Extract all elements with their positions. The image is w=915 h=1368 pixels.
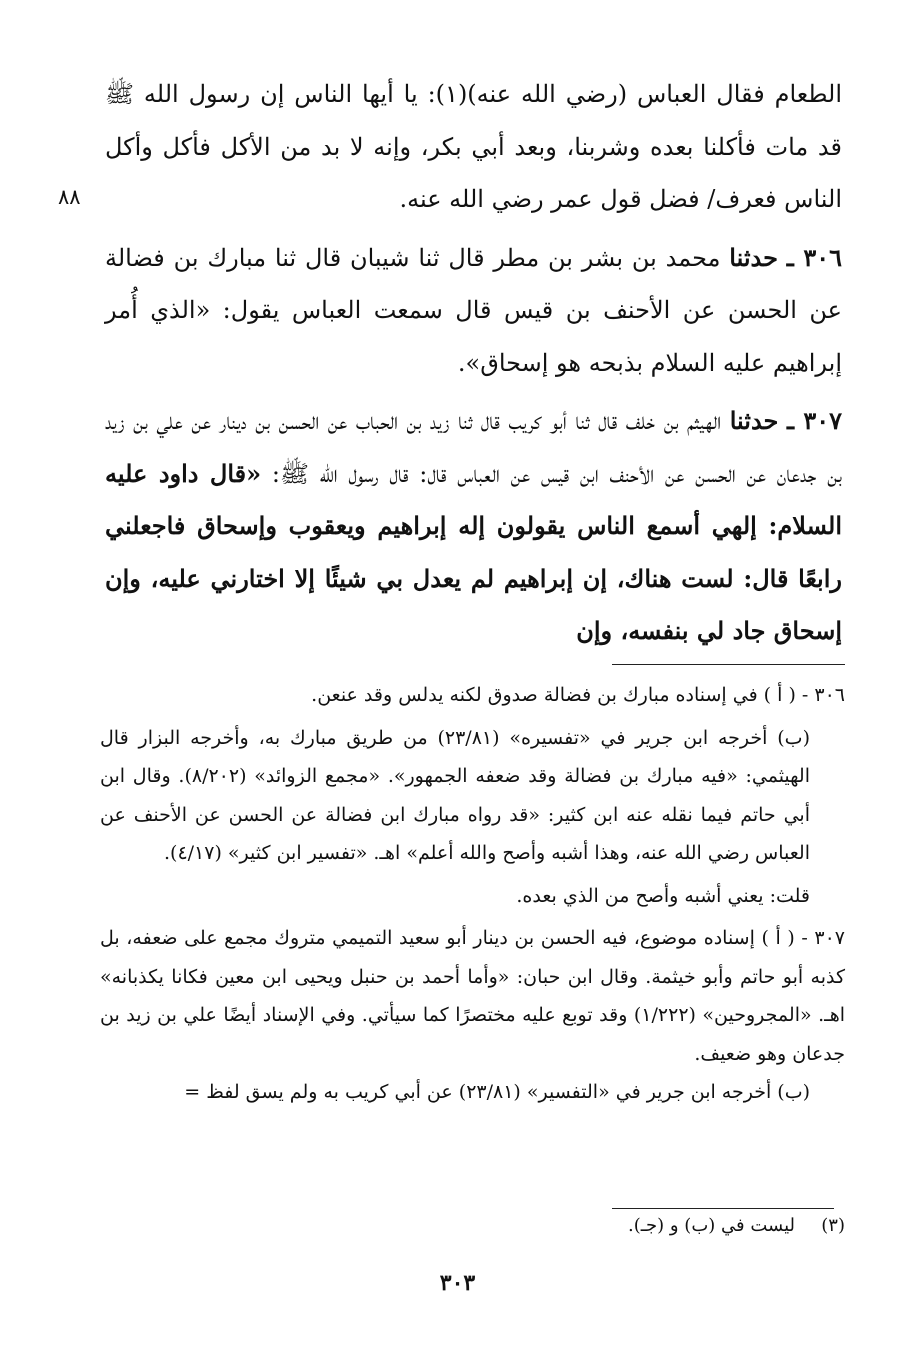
hadith-306 [105, 232, 842, 390]
footnote-number: (٣) [821, 1215, 845, 1236]
hadith-306-number: ٣٠٦ ـ [786, 242, 843, 272]
hadith-307-text: الهيثم بن خلف قال ثنا أبو كريب قال ثنا زيد بن الحباب عن الحسن بن دينار عن علي بن زيد بن جدعان عن الحسن عن الأحنف ابن قيس عن العباس قال: قال رسول الله ﷺ: [105, 407, 842, 488]
note-307a: ٣٠٧ - ( أ ) إسناده موضوع، فيه الحسن بن دينار أبو سعيد التميمي متروك مجمع على ضعفه، بل كذبه أبو حاتم وأبو خيثمة. وقال ابن حبان: «وأما أحمد بن حنبل ويحيى ابن معين فكانا يكذبانه» اهـ. «المجروحين» (١/٢٢٢) وقد توبع عليه مختصرًا كما سيأتي. وفي الإسناد أيضًا علي بن زيد بن جدعان وهو ضعيف. [100, 927, 845, 1065]
note-307b: (ب) أخرجه ابن جرير في «التفسير» (٢٣/٨١) عن أبي كريب به ولم يسق لفظ = [184, 1081, 810, 1103]
main-text [105, 68, 842, 658]
hadith-307 [105, 395, 842, 658]
footnote [560, 1212, 845, 1240]
footnote-text: ليست في (ب) و (جـ). [628, 1215, 795, 1236]
hadith-307-quote: «قال داود عليه السلام: إلهي أسمع الناس يقولون إله إبراهيم ويعقوب وإسحاق فاجعلني رابعًا قال: لست هناك، إن إبراهيم لم يعدل بي شيئًا إلا اختارني عليه، وإن إسحاق جاد لي بنفسه، وإن [105, 458, 842, 645]
notes-divider [612, 664, 845, 665]
note-306c: قلت: يعني أشبه وأصح من الذي بعده. [516, 884, 810, 907]
page-number: ٣٠٣ [439, 1270, 476, 1296]
marginal-page-reference: ٨٨ [58, 185, 81, 209]
paragraph-continuation: الطعام فقال العباس (رضي الله عنه)(١): يا أيها الناس إن رسول الله ﷺ قد مات فأكلنا بعده وشربنا، وبعد أبي بكر، وإنه لا بد من الأكل فأكل وأكل الناس فعرف/ فضل قول عمر رضي الله عنه. [105, 80, 843, 213]
commentary-notes [100, 676, 845, 1112]
note-306b: (ب) أخرجه ابن جرير في «تفسيره» (٢٣/٨١) من طريق مبارك به، وأخرجه البزار قال الهيثمي: «فيه مبارك بن فضالة وقد ضعفه الجمهور». «مجمع الزوائد» (٨/٢٠٢). وقال ابن أبي حاتم فيما نقله عنه ابن كثير: «قد رواه مبارك ابن فضالة عن الحسن عن الأحنف عن العباس رضي الله عنه، وهذا أشبه وأصح والله أعلم» اهـ. «تفسير ابن كثير» (٤/١٧). [100, 726, 810, 864]
hadith-306-lead: حدثنا [729, 242, 778, 272]
note-306a: ٣٠٦ - ( أ ) في إسناده مبارك بن فضالة صدوق لكنه يدلس وقد عنعن. [311, 684, 845, 706]
hadith-307-lead: حدثنا [729, 406, 779, 435]
hadith-306-text: محمد بن بشر بن مطر قال ثنا شيبان قال ثنا مبارك بن فضالة عن الحسن عن الأحنف بن قيس قال سمعت العباس يقول: «الذي أُمر إبراهيم عليه السلام بذبحه هو إسحاق». [105, 243, 842, 377]
footnote-divider [612, 1208, 834, 1209]
hadith-307-number: ٣٠٧ ـ [786, 406, 842, 435]
